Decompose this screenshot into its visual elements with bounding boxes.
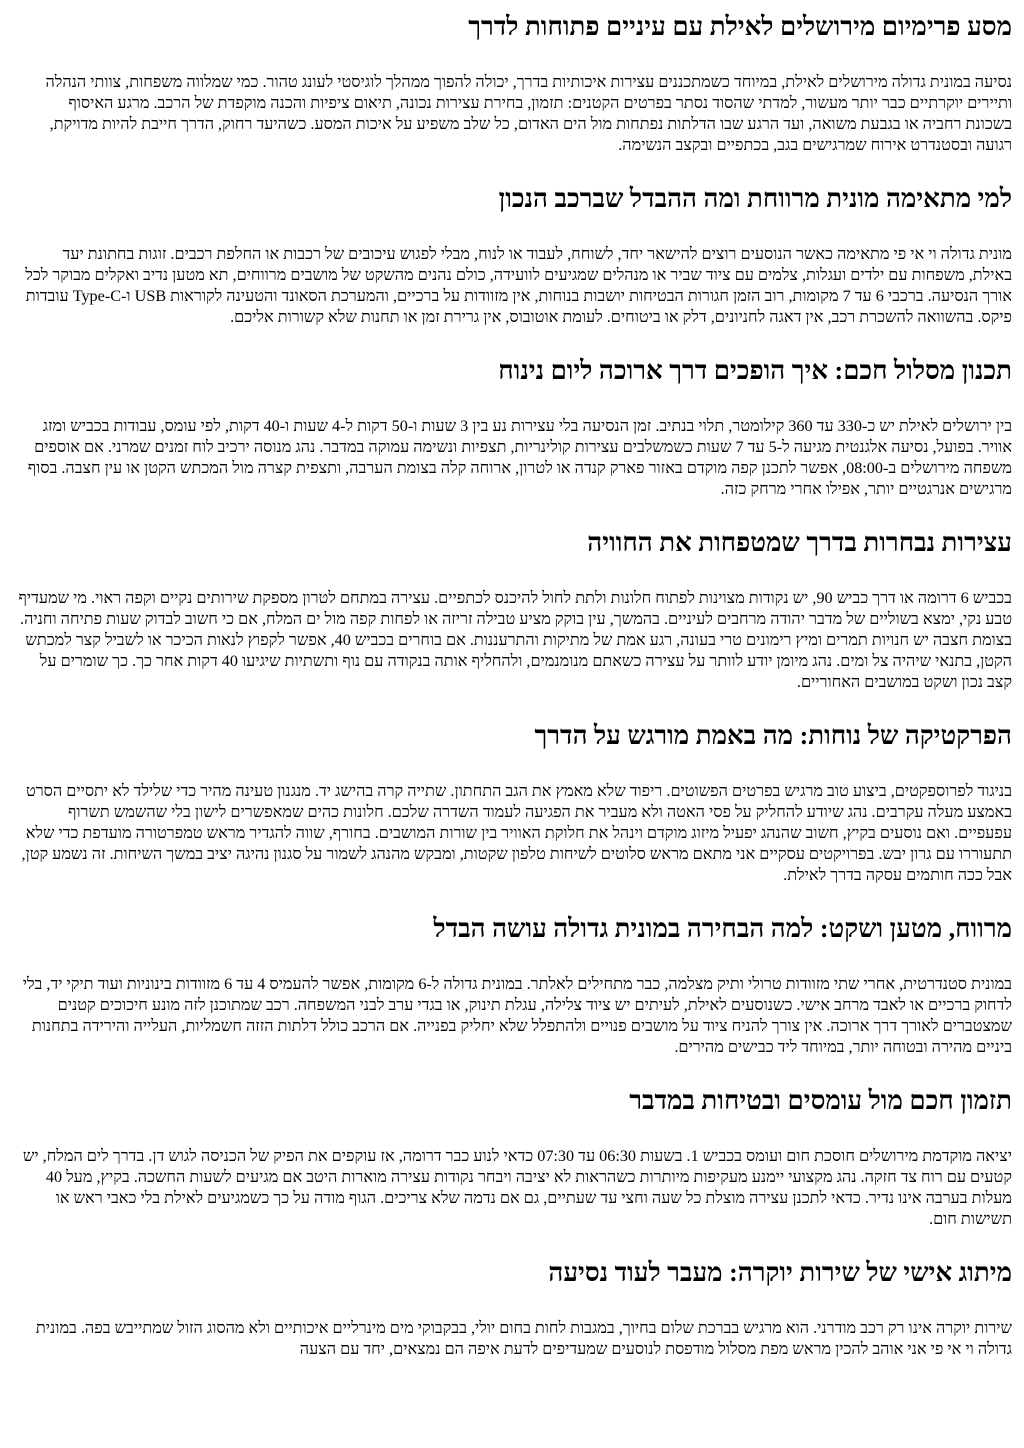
- section-paragraph: בכביש 6 דרומה או דרך כביש 90, יש נקודות מצוינות לפתוח חלונות ולתת לחול להיכנס לכתפיים. עצירה במתחם לטרון מספקת שירותים נקיים וקפה ראוי. מי שמעדיף טבע נקי, ימצא בשוליים של מדבר יהודה מרחבים לעיניים. בהמשך, עין בוקק מציע טבילה זריזה או לפחות קפה מול ים המלח, אם כי חשוב לבדוק שעות פתיחה וחניה. בצומת חצבה יש חנויות תמרים ומיץ רימונים טרי בעונה, רגע אמת של מתיקות והתרעננות. אם בוחרים בכביש 40, אפשר לקפוץ לנאות הכיכר או לשביל קצר למכתש הקטן, בתנאי שיהיה צל ומים. נהג מיומן יודע לוותר על עצירה כשאתם מנומנמים, ולהחליף אותה בנקודה עם נוף ותשתיות שיגיעו 40 דקות אחר כך. כך שומרים על קצב נכון ושקט במושבים האחוריים.: [18, 589, 1012, 691]
- section-paragraph: שירות יוקרה אינו רק רכב מודרני. הוא מרגיש בברכת שלום בחיוך, במגבות לחות בחום יולי, בבקבוקי מים מינרליים איכותיים ולא מהסוג הזול שמתייבש בפה. במונית גדולה וי אי פי אני אוהב להכין מראש מפת מסלול מודפסת לנוסעים שמעדיפים לדעת איפה הם נמצאים, יחד עם הצעה: [35, 1319, 1012, 1358]
- section-heading: מרווח, מטען ושקט: למה הבחירה במונית גדולה עושה הבדל: [433, 914, 1012, 943]
- section-space-luggage: [18, 912, 1012, 1058]
- section-paragraph: במונית סטנדרטית, אחרי שתי מזוודות טרולי ותיק מצלמה, כבר מתחילים לאלתר. במונית גדולה ל-6 מקומות, אפשר להעמיס 4 עד 6 מזוודות בינוניות ועוד תיקי יד, בלי לדחוק ברכיים או לאבד מרחב אישי. כשנוסעים לאילת, לעיתים יש ציוד צלילה, עגלת תינוק, או בגדי ערב לבני המשפחה. רכב שמתוכנן לזה מונע חיכוכים קטנים שמצטברים לאורך דרך ארוכה. אין צורך להניח ציוד על מושבים פנויים ולהתפלל שלא יחליק בפנייה. אם הרכב כולל דלתות הזזה חשמליות, העלייה והירידה בתחנות ביניים מהירה ובטוחה יותר, במיוחד ליד כבישים מהירים.: [22, 975, 1012, 1056]
- section-paragraph: בניגוד לפרוספקטים, ביצוע טוב מרגיש בפרטים הפשוטים. ריפוד שלא מאמץ את הגב התחתון. שתייה קרה בהישג יד. מנגנון טעינה מהיר כדי שלילד לא יתסיים הסרט באמצע מעלה עקרבים. נהג שיודע להחליק על פסי האטה ולא מעביר את הפגיעה לעמוד השדרה שלכם. חלונות כהים שמאפשרים לישון בלי שהשמש תשרוף עפעפיים. ואם נוסעים בקיץ, חשוב שהנהג יפעיל מיזוג מוקדם וינהל את חלוקת האוויר בין שורות המושבים. בחורף, שווה להגדיר מראש טמפרטורה מועדפת כדי שלא תתעוררו עם גרון יבש. בפרויקטים עסקיים אני מתאם מראש סלוטים לשיחות טלפון שקטות, ומבקש מהנהג לשמור על סגנון נהיגה יציב במשך השיחות. זה נשמע קטן, אבל ככה חותמים עסקה בדרך לאילת.: [21, 782, 1012, 884]
- section-heading: הפרקטיקה של נוחות: מה באמת מורגש על הדרך: [534, 721, 1012, 750]
- section-route-planning: [18, 354, 1012, 500]
- section-paragraph: נסיעה במונית גדולה מירושלים לאילת, במיוחד כשמתכננים עצירות איכותיות בדרך, יכולה להפוך ממהלך לוגיסטי לעונג טהור. כמי שמלווה משפחות, צוותי הנהלה ותיירים יוקרתיים כבר יותר מעשור, למדתי שהסוד נסתר בפרטים הקטנים: תזמון, בחירת עצירות נכונה, תיאום ציפיות והכנה מוקפדת של הרכב. מרגע האיסוף בשכונת רחביה או בגבעת משואה, ועד הרגע שבו הדלתות נפתחות מול הים האדום, כל שלב משפיע על איכות המסע. כשהיעד רחוק, הדרך חייבת להיות מדויקת, רגועה ובסטנדרט אירוח שמרגישים בגב, בכתפיים ובקצב הנשימה.: [45, 73, 1012, 154]
- section-heading: עצירות נבחרות בדרך שמטפחות את החוויה: [587, 528, 1012, 557]
- section-who-fits: [18, 182, 1012, 328]
- section-timing-safety: [18, 1084, 1012, 1230]
- section-comfort-practice: [18, 719, 1012, 886]
- section-paragraph: יציאה מוקדמת מירושלים חוסכת חום ועומס בכביש 1. בשעות 06:30 עד 07:30 כדאי לנוע כבר דרומה, אז עוקפים את הפיק של הכניסה לגוש דן. בדרך לים המלח, יש קטעים עם רוח צד חזקה. נהג מקצועי יימנע מעקיפות מיותרות כשהראות לא יציבה ויבחר נקודות עצירה מוארות היטב אם מגיעים לשעות החשכה. בקיץ, מעל 40 מעלות בערבה אינו נדיר. כדאי לתכנן עצירה מוצלת כל שעה וחצי עד שעתיים, גם אם נדמה שלא צריכים. הגוף מודה על כך כשמגיעים לאילת בלי כאבי ראש או תשישות חום.: [22, 1147, 1012, 1228]
- section-heading: תזמון חכם מול עומסים ובטיחות במדבר: [629, 1086, 1012, 1115]
- section-selected-stops: [18, 526, 1012, 693]
- section-paragraph: בין ירושלים לאילת יש כ-330 עד 360 קילומטר, תלוי בנתיב. זמן הנסיעה בלי עצירות נע בין 3 שעות ו-50 דקות ל-4 שעות ו-40 דקות, לפי עומס, עבודות בכביש ומזג אוויר. בפועל, נסיעה אלגנטית מגיעה ל-5 עד 7 שעות כשמשלבים עצירות קולינריות, תצפיות ונשימה עמוקה במדבר. נהג מנוסה ירכיב לוח זמנים שמרני. אם אוספים משפחה מירושלים ב-08:00, אפשר לתכנן קפה מוקדם באזור פארק קנדה או לטרון, ארוחה קלה בצומת הערבה, ותצפית קצרה מול המכתש הקטן או עין חצבה. בסוף מרגישים אנרגטיים יותר, אפילו אחרי מרחק כזה.: [27, 417, 1012, 498]
- section-heading: מיתוג אישי של שירות יוקרה: מעבר לעוד נסיעה: [548, 1258, 1012, 1287]
- section-heading: תכנון מסלול חכם: איך הופכים דרך ארוכה ליום נינוח: [498, 356, 1012, 385]
- section-heading: מסע פרימיום מירושלים לאילת עם עיניים פתוחות לדרך: [468, 12, 1012, 41]
- section-paragraph: מונית גדולה וי אי פי מתאימה כאשר הנוסעים רוצים להישאר יחד, לשוחח, לעבוד או לנוח, מבלי לפגוש עיכובים של רכבות או החלפת רכבים. זוגות בחתונת יעד באילת, משפחות עם ילדים ועגלות, צלמים עם ציוד שביר או מנהלים שמגיעים לוועידה, כולם נהנים מהשקט של מושבים מרווחים, תא מטען נדיב ואקלים מבוקר לכל אורך הנסיעה. ברכבי 6 עד 7 מקומות, רוב הזמן חגורות הבטיחות יושבות בנוחות, אין מזוודות על ברכיים, והמערכת הסאונד והטעינה לקוראות USB ו-Type-C עובדות פיקס. בהשוואה להשכרת רכב, אין דאגה לחניונים, דלק או ביטוחים. לעומת אוטובוס, אין גרירת זמן או תחנות שלא קשורות אליכם.: [25, 245, 1012, 326]
- section-luxury-branding: [18, 1256, 1012, 1360]
- section-premium-journey: [18, 10, 1012, 156]
- section-heading: למי מתאימה מונית מרווחת ומה ההבדל שברכב הנכון: [498, 184, 1012, 213]
